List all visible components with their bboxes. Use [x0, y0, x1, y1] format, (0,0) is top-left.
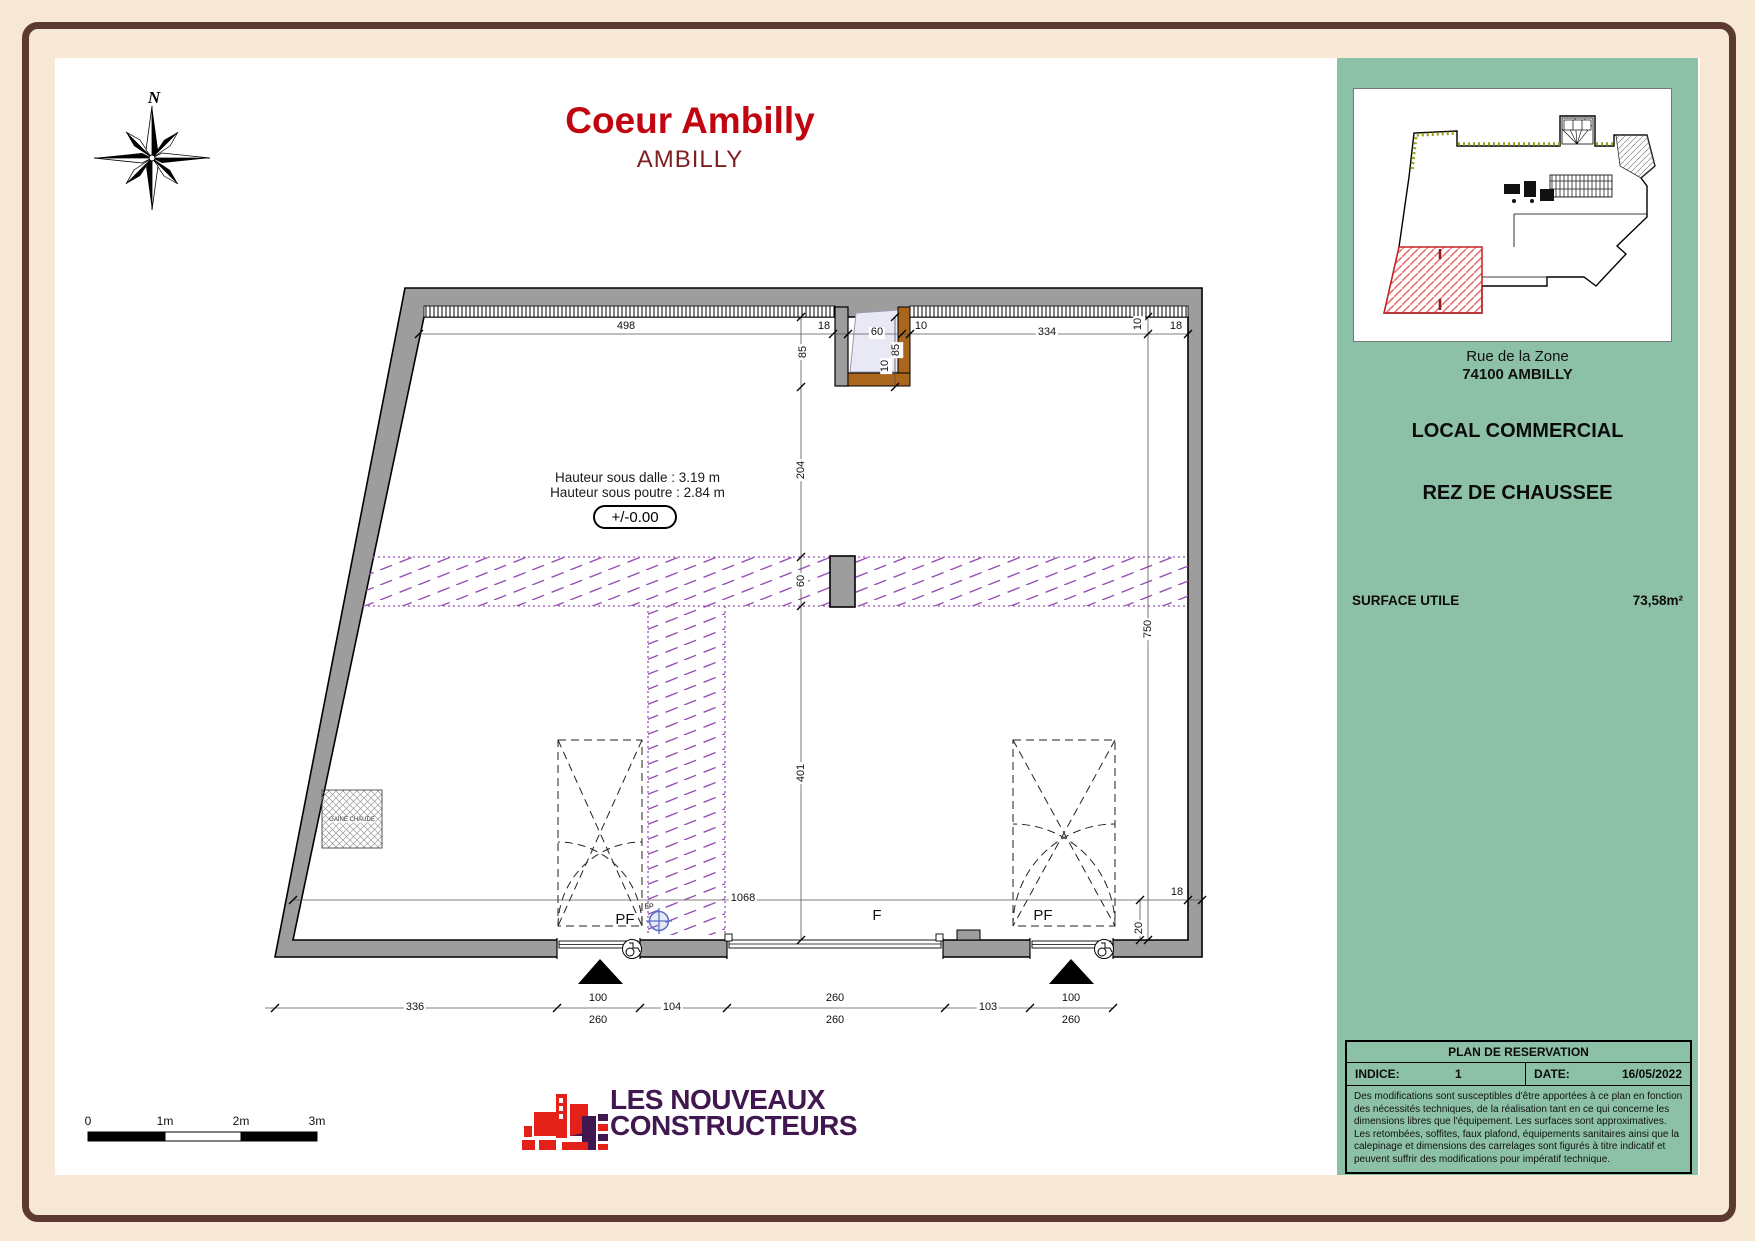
dim-label: 260	[825, 992, 845, 1005]
address-city: 74100 AMBILLY	[1462, 366, 1573, 383]
builder-logo-text	[610, 1084, 858, 1141]
dim-label: 750	[1142, 619, 1155, 639]
scale-label-0: 0	[84, 1114, 92, 1128]
ceiling-height-line1: Hauteur sous dalle : 3.19 m	[554, 470, 721, 485]
dim-label: 334	[1037, 326, 1057, 339]
reservation-table-header: PLAN DE RESERVATION	[1347, 1042, 1690, 1063]
dim-label: F	[872, 907, 882, 925]
level-badge: +/-0.00	[593, 505, 677, 529]
reservation-table	[1345, 1040, 1692, 1174]
scale-label-3m: 3m	[308, 1114, 326, 1128]
dim-label: 85	[797, 345, 810, 359]
dim-label: 100	[588, 992, 608, 1005]
dim-label: 18	[1170, 886, 1184, 899]
dim-label: 104	[662, 1001, 682, 1014]
dim-label: 10	[879, 359, 892, 373]
floor-label: REZ DE CHAUSSEE	[1422, 482, 1613, 504]
dim-label: PF	[1033, 907, 1053, 925]
project-subtitle: AMBILLY	[636, 146, 744, 173]
logo-line2: CONSTRUCTEURS	[610, 1110, 858, 1141]
date-label: DATE:	[1534, 1067, 1570, 1081]
logo-line1: LES NOUVEAUX	[610, 1084, 825, 1115]
date-value: 16/05/2022	[1621, 1067, 1682, 1081]
compass-north-label: N	[147, 88, 161, 107]
reservation-table-meta-row	[1347, 1063, 1690, 1086]
dim-label: 204	[795, 460, 808, 480]
dim-label: 18	[1169, 320, 1183, 333]
dim-label: 60	[870, 326, 884, 339]
dim-label: 20	[1133, 921, 1146, 935]
highlighted-unit	[1384, 247, 1482, 313]
dim-label: 260	[588, 1014, 608, 1027]
dim-label: 260	[825, 1014, 845, 1027]
dim-label: 1068	[730, 892, 756, 905]
dim-label: 100	[1061, 992, 1081, 1005]
dim-label: 336	[405, 1001, 425, 1014]
dim-label: 103	[978, 1001, 998, 1014]
dim-label: 18	[817, 320, 831, 333]
dim-label: 401	[795, 763, 808, 783]
gaine-chaude-label: GAINE CHAUDE	[329, 817, 375, 823]
surface-label: SURFACE UTILE	[1352, 593, 1460, 608]
indice-label: INDICE:	[1355, 1067, 1400, 1081]
surface-row	[1352, 593, 1683, 608]
dim-label: 10	[914, 320, 928, 333]
dim-label: PF	[615, 911, 635, 929]
dim-label: 260	[1061, 1014, 1081, 1027]
reservation-disclaimer: Des modifications sont susceptibles d'être apportées à ce plan en fonction des nécessités techniques, de la réalisation tant en ce qui concerne les dimensions libres que l'équipement. Les surfaces sont approximatives. Les retombées, soffites, faux plafond, équipements sanitaires ainsi que la calepinage et dimensions des carrelages sont figurés à titre indicatif et peuvent suffrir des modifications pour impératif technique.	[1354, 1091, 1683, 1165]
indice-cell	[1347, 1063, 1526, 1085]
site-plan-thumbnail	[1353, 88, 1672, 342]
date-cell	[1526, 1063, 1690, 1085]
address-street: Rue de la Zone	[1466, 348, 1569, 365]
scale-label-2m: 2m	[232, 1114, 250, 1128]
scale-label-1m: 1m	[156, 1114, 174, 1128]
surface-value: 73,58m²	[1632, 593, 1683, 608]
indice-value: 1	[1454, 1067, 1462, 1081]
dim-label: 60	[795, 574, 808, 588]
project-title: Coeur Ambilly	[565, 100, 815, 141]
ceiling-height-line2: Hauteur sous poutre : 2.84 m	[550, 485, 725, 500]
site-plan-svg	[1354, 89, 1671, 341]
dim-label: 85	[890, 343, 903, 357]
ceiling-height-note	[520, 470, 755, 500]
info-sidebar	[1337, 58, 1698, 1175]
dim-label: EP	[644, 903, 654, 911]
dim-label: 10	[1132, 317, 1145, 331]
dim-label: 498	[616, 320, 636, 333]
property-type-label: LOCAL COMMERCIAL	[1411, 420, 1624, 442]
